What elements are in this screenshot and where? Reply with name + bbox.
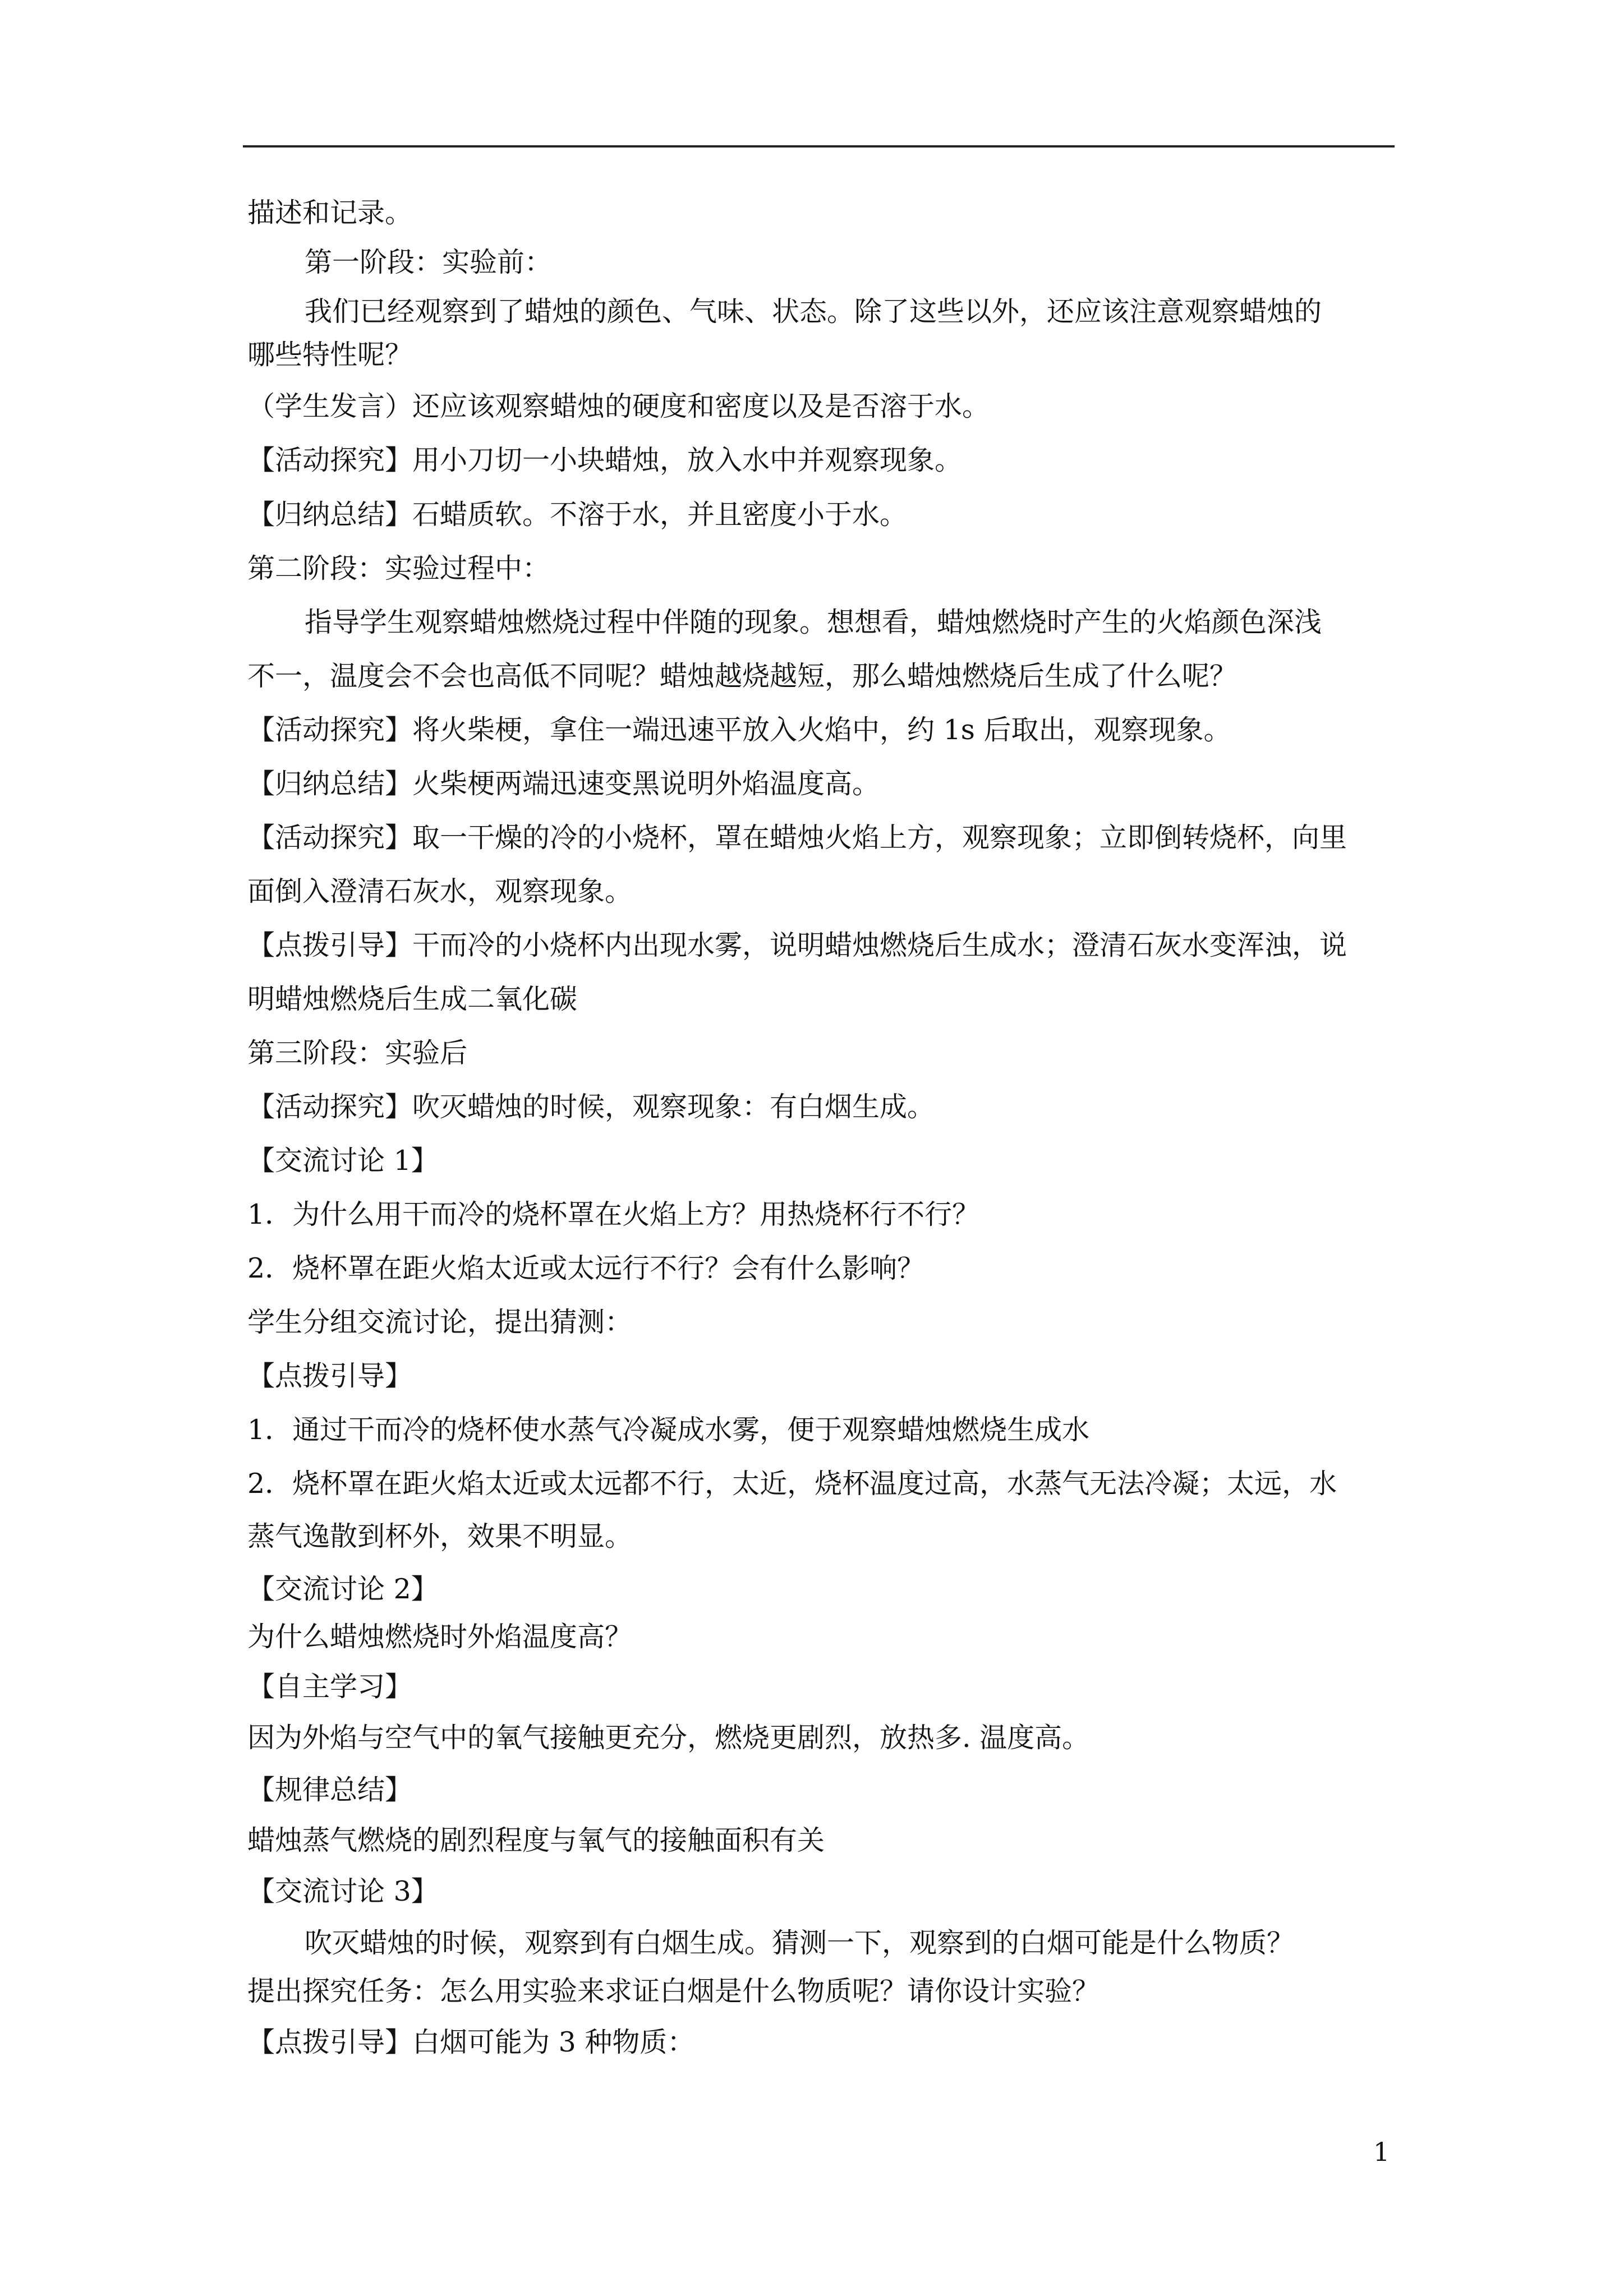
text-line: 提出探究任务：怎么用实验来求证白烟是什么物质呢？请你设计实验？: [247, 1975, 1100, 2007]
text-line: 【点拨引导】干而冷的小烧杯内出现水雾，说明蜡烛燃烧后生成水；澄清石灰水变浑浊，说: [247, 929, 1347, 961]
text-line: 2．烧杯罩在距火焰太近或太远行不行？会有什么影响？: [247, 1252, 925, 1284]
page-number: 1: [1373, 2137, 1390, 2167]
text-line: 蜡烛蒸气燃烧的剧烈程度与氧气的接触面积有关: [247, 1824, 825, 1856]
section-heading: 第一阶段：实验前：: [305, 246, 553, 278]
text-line: 我们已经观察到了蜡烛的颜色、气味、状态。除了这些以外，还应该注意观察蜡烛的: [305, 296, 1322, 328]
text-line: 为什么蜡烛燃烧时外焰温度高？: [247, 1621, 633, 1653]
text-line: 不一，温度会不会也高低不同呢？蜡烛越烧越短，那么蜡烛燃烧后生成了什么呢？: [247, 660, 1237, 692]
text-line: 【交流讨论 2】: [247, 1573, 439, 1605]
text-line: 【活动探究】吹灭蜡烛的时候，观察现象：有白烟生成。: [247, 1091, 935, 1123]
text-line: 【活动探究】取一干燥的冷的小烧杯，罩在蜡烛火焰上方，观察现象；立即倒转烧杯，向里: [247, 822, 1347, 854]
text-line: 【自主学习】: [247, 1671, 413, 1703]
text-line: 描述和记录。: [247, 197, 413, 229]
text-line: 明蜡烛燃烧后生成二氧化碳: [247, 983, 578, 1015]
text-line: 2．烧杯罩在距火焰太近或太远都不行，太近，烧杯温度过高，水蒸气无法冷凝；太远，水: [247, 1468, 1337, 1500]
text-line: 因为外焰与空气中的氧气接触更充分，燃烧更剧烈，放热多. 温度高。: [247, 1722, 1090, 1754]
text-line: 【活动探究】将火柴梗，拿住一端迅速平放入火焰中，约 1s 后取出，观察现象。: [247, 714, 1231, 746]
text-line: 1．通过干而冷的烧杯使水蒸气冷凝成水雾，便于观察蜡烛燃烧生成水: [247, 1414, 1090, 1446]
text-line: 【规律总结】: [247, 1774, 413, 1806]
text-line: 1．为什么用干而冷的烧杯罩在火焰上方？用热烧杯行不行？: [247, 1198, 980, 1230]
text-line: 哪些特性呢？: [247, 339, 413, 371]
text-line: 吹灭蜡烛的时候，观察到有白烟生成。猜测一下，观察到的白烟可能是什么物质？: [305, 1927, 1295, 1959]
text-line: 【交流讨论 3】: [247, 1875, 439, 1907]
header-rule: [243, 145, 1395, 147]
text-line: 指导学生观察蜡烛燃烧过程中伴随的现象。想想看，蜡烛燃烧时产生的火焰颜色深浅: [305, 606, 1322, 638]
text-line: 【点拨引导】白烟可能为 3 种物质：: [247, 2026, 695, 2058]
text-line: 【归纳总结】石蜡质软。不溶于水，并且密度小于水。: [247, 499, 908, 531]
text-line: 学生分组交流讨论，提出猜测：: [247, 1306, 633, 1338]
text-line: 【活动探究】用小刀切一小块蜡烛，放入水中并观察现象。: [247, 444, 963, 476]
text-line: 面倒入澄清石灰水，观察现象。: [247, 875, 633, 907]
section-heading: 第三阶段：实验后: [247, 1037, 468, 1069]
text-line: 【归纳总结】火柴梗两端迅速变黑说明外焰温度高。: [247, 768, 880, 800]
text-line: 【点拨引导】: [247, 1360, 413, 1392]
text-line: 蒸气逸散到杯外，效果不明显。: [247, 1520, 633, 1552]
text-line: （学生发言）还应该观察蜡烛的硬度和密度以及是否溶于水。: [247, 390, 990, 422]
section-heading: 第二阶段：实验过程中：: [247, 552, 550, 584]
text-line: 【交流讨论 1】: [247, 1145, 439, 1177]
